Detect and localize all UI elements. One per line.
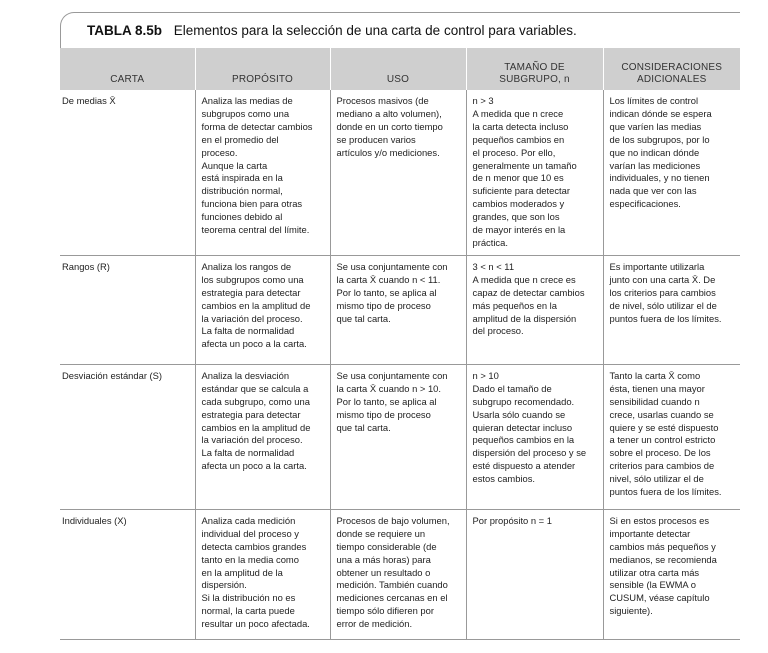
cell-tamano: Por propósito n = 1 [466,509,603,639]
header-proposito: PROPÓSITO [195,48,330,90]
table-row [60,90,740,255]
control-chart-table [60,48,740,640]
cell-tamano: n > 10 Dado el tamaño de subgrupo recomendado. Usarla sólo cuando se quieran detectar incluso pequeños cambios en la dispersión del proceso y se esté dispuesto a atender estos cambios. [466,364,603,509]
cell-uso: Procesos masivos (de mediano a alto volumen), donde en un corto tiempo se producen varios artículos y/o mediciones. [330,90,466,255]
table-header-row [60,48,740,90]
header-carta: CARTA [60,48,195,90]
table-row [60,255,740,364]
table-row [60,364,740,509]
cell-carta: De medias X̄ [60,90,195,255]
cell-uso: Procesos de bajo volumen, donde se requiere un tiempo considerable (de una a más horas) para obtener un resultado o medición. También cuando mediciones cercanas en el tiempo sólo difieren por error de medición. [330,509,466,639]
cell-uso: Se usa conjuntamente con la carta X̄ cuando n < 11. Por lo tanto, se aplica al mismo tipo de proceso que tal carta. [330,255,466,364]
cell-proposito: Analiza la desviación estándar que se calcula a cada subgrupo, como una estrategia para detectar cambios en la amplitud de la variación del proceso. La falta de normalidad afecta un poco a la carta. [195,364,330,509]
table-number: TABLA 8.5b [87,23,163,38]
cell-carta: Rangos (R) [60,255,195,364]
header-tamano: TAMAÑO DE SUBGRUPO, n [466,48,603,90]
cell-consideraciones: Los límites de control indican dónde se espera que varíen las medias de los subgrupos, por lo que no indican dónde varían las mediciones individuales, y no tienen nada que ver con las especificaciones. [603,90,740,255]
cell-carta: Desviación estándar (S) [60,364,195,509]
cell-consideraciones: Tanto la carta X̄ como ésta, tienen una mayor sensibilidad cuando n crece, usarlas cuando se quiere y se esté dispuesto a tener un control estricto sobre el proceso. De los criterios para cambios de nivel, sólo utilizar el de puntos fuera de los límites. [603,364,740,509]
table-caption-box [60,12,740,49]
table-caption [87,23,577,38]
cell-proposito: Analiza las medias de subgrupos como una forma de detectar cambios en el promedio del proceso. Aunque la carta está inspirada en la distribución normal, funciona bien para otras funciones debido al teorema central del límite. [195,90,330,255]
table-figure [60,12,740,630]
cell-consideraciones: Es importante utilizarla junto con una carta X̄. De los criterios para cambios de nivel, sólo utilizar el de puntos fuera de los límites. [603,255,740,364]
header-consideraciones: CONSIDERACIONES ADICIONALES [603,48,740,90]
table-title: Elementos para la selección de una carta de control para variables. [173,23,577,38]
cell-proposito: Analiza cada medición individual del proceso y detecta cambios grandes tanto en la media como en la amplitud de la dispersión. Si la distribución no es normal, la carta puede resultar un poco afectada. [195,509,330,639]
cell-tamano: n > 3 A medida que n crece la carta detecta incluso pequeños cambios en el proceso. Por ello, generalmente un tamaño de n menor que 10 es suficiente para detectar cambios moderados y grandes, que son los de mayor interés en la práctica. [466,90,603,255]
header-uso: USO [330,48,466,90]
cell-uso: Se usa conjuntamente con la carta X̄ cuando n > 10. Por lo tanto, se aplica al mismo tipo de proceso que tal carta. [330,364,466,509]
cell-tamano: 3 < n < 11 A medida que n crece es capaz de detectar cambios más pequeños en la amplitud de la dispersión del proceso. [466,255,603,364]
table-row [60,509,740,639]
cell-proposito: Analiza los rangos de los subgrupos como una estrategia para detectar cambios en la amplitud de la variación del proceso. La falta de normalidad afecta un poco a la carta. [195,255,330,364]
cell-consideraciones: Si en estos procesos es importante detectar cambios más pequeños y medianos, se recomienda utilizar otra carta más sensible (la EWMA o CUSUM, véase capítulo siguiente). [603,509,740,639]
cell-carta: Individuales (X) [60,509,195,639]
